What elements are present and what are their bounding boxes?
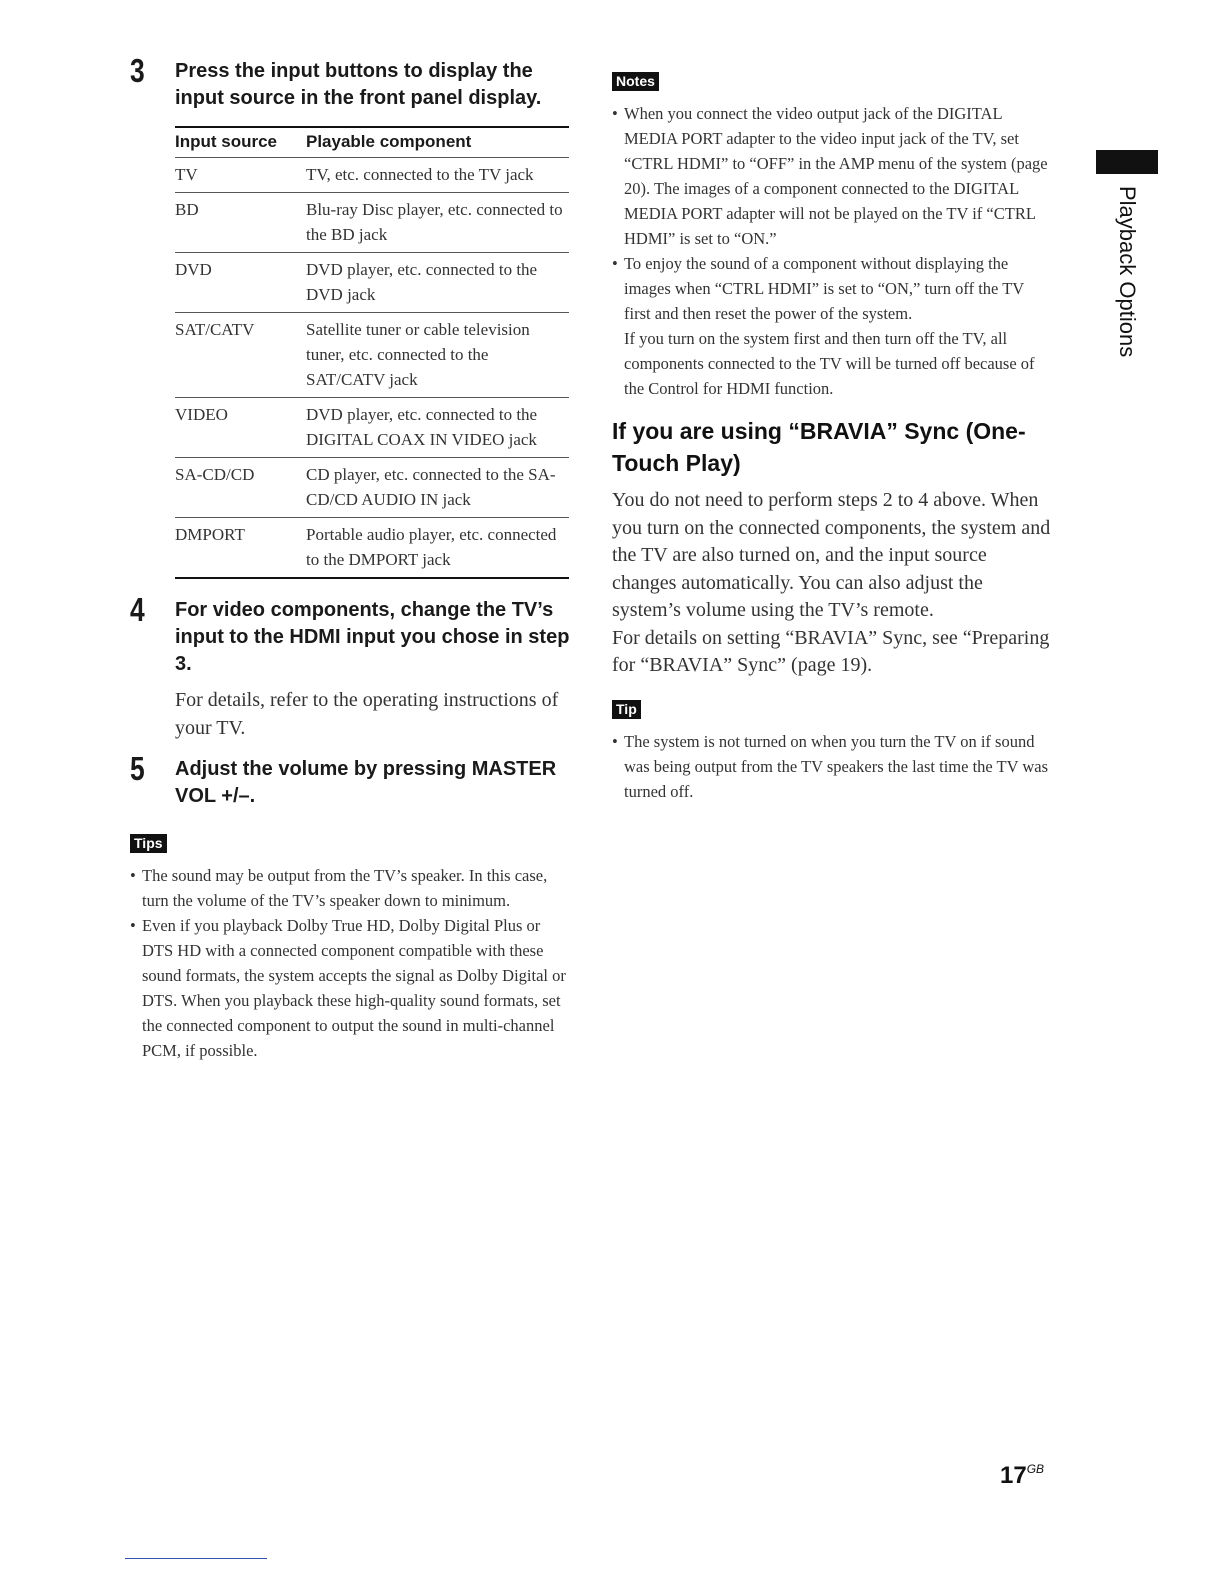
table-row <box>175 193 569 253</box>
step-body: For details, refer to the operating instructions of your TV. <box>175 689 559 739</box>
input-source-table <box>175 126 569 579</box>
bravia-details: For details on setting “BRAVIA” Sync, see “Preparing for “BRAVIA” Sync” (page 19). <box>612 626 1050 676</box>
tip-section <box>612 700 1052 804</box>
table-cell-source: VIDEO <box>175 398 306 458</box>
table-row <box>175 458 569 518</box>
tip-badge: Tip <box>612 700 641 719</box>
bravia-heading: If you are using “BRAVIA” Sync (One-Touch Play) <box>612 418 1026 476</box>
step-5 <box>130 750 570 810</box>
table-cell-source: BD <box>175 193 306 253</box>
notes-section <box>612 72 1052 401</box>
step-4 <box>130 591 570 742</box>
table-cell-component: DVD player, etc. connected to the DVD jack <box>306 253 569 313</box>
table-cell-component: Blu-ray Disc player, etc. connected to the BD jack <box>306 193 569 253</box>
notes-badge: Notes <box>612 72 659 91</box>
tips-list <box>130 863 570 1063</box>
table-cell-source: DVD <box>175 253 306 313</box>
section-tab-marker <box>1096 150 1158 174</box>
table-row <box>175 518 569 579</box>
list-item: • To enjoy the sound of a component without displaying the images when “CTRL HDMI” is set to “ON,” turn off the TV first and then reset the power of the system. <box>612 251 1052 326</box>
table-cell-component: Portable audio player, etc. connected to the DMPORT jack <box>306 525 557 569</box>
step-title: Adjust the volume by pressing MASTER VOL +/–. <box>175 758 557 807</box>
tips-badge: Tips <box>130 834 167 853</box>
table-cell-component: DVD player, etc. connected to the DIGITAL COAX IN VIDEO jack <box>306 398 569 458</box>
table-header: Input source <box>175 127 306 158</box>
list-item: • The sound may be output from the TV’s speaker. In this case, turn the volume of the TV’s speaker down to minimum. <box>130 863 570 913</box>
table-row <box>175 158 569 193</box>
notes-list <box>612 101 1052 326</box>
table-row <box>175 253 569 313</box>
step-3 <box>130 52 570 579</box>
table-cell-source: SAT/CATV <box>175 313 306 398</box>
table-cell-component: TV, etc. connected to the TV jack <box>306 158 569 193</box>
page-number-suffix: GB <box>1026 1462 1045 1476</box>
tips-section <box>130 834 570 1063</box>
right-column <box>612 72 1052 804</box>
table-row <box>175 313 569 398</box>
note-continuation: If you turn on the system first and then turn off the TV, all components connected to the TV will be turned off because of the Control for HDMI function. <box>624 329 1035 398</box>
table-header: Playable component <box>306 127 569 158</box>
table-cell-component: CD player, etc. connected to the SA-CD/CD AUDIO IN jack <box>306 458 569 518</box>
page-number <box>1000 1462 1044 1490</box>
table-cell-source: DMPORT <box>175 525 245 544</box>
step-number: 4 <box>130 591 145 628</box>
bravia-paragraph: You do not need to perform steps 2 to 4 above. When you turn on the connected components, the system and the TV are also turned on, and the input source changes automatically. You can also adjust the system’s volume using the TV’s remote. <box>612 489 1051 621</box>
step-title: For video components, change the TV’s input to the HDMI input you chose in step 3. <box>175 599 570 675</box>
table-row <box>175 398 569 458</box>
list-item: • Even if you playback Dolby True HD, Dolby Digital Plus or DTS HD with a connected component compatible with these sound formats, the system accepts the signal as Dolby Digital or DTS. When you playback these high-quality sound formats, set the connected component to output the sound in multi-channel PCM, if possible. <box>130 913 570 1063</box>
table-cell-source: TV <box>175 158 306 193</box>
table-cell-source: SA-CD/CD <box>175 458 306 518</box>
table-header-row <box>175 127 569 158</box>
list-item: • When you connect the video output jack of the DIGITAL MEDIA PORT adapter to the video input jack of the TV, set “CTRL HDMI” to “OFF” in the AMP menu of the system (page 20). The images of a component connected to the DIGITAL MEDIA PORT adapter will not be played on the TV if “CTRL HDMI” is set to “ON.” <box>612 101 1052 251</box>
section-side-label: Playback Options <box>1115 186 1140 358</box>
page-number-value: 17 <box>1000 1462 1027 1489</box>
footer-rule <box>125 1558 267 1559</box>
step-title: Press the input buttons to display the input source in the front panel display. <box>175 60 542 109</box>
list-item: • The system is not turned on when you turn the TV on if sound was being output from the TV speakers the last time the TV was turned off. <box>612 729 1052 804</box>
step-number: 3 <box>130 52 145 89</box>
table-cell-component: Satellite tuner or cable television tuner, etc. connected to the SAT/CATV jack <box>306 313 569 398</box>
tip-list <box>612 729 1052 804</box>
left-column <box>130 52 570 1063</box>
step-number: 5 <box>130 750 145 787</box>
